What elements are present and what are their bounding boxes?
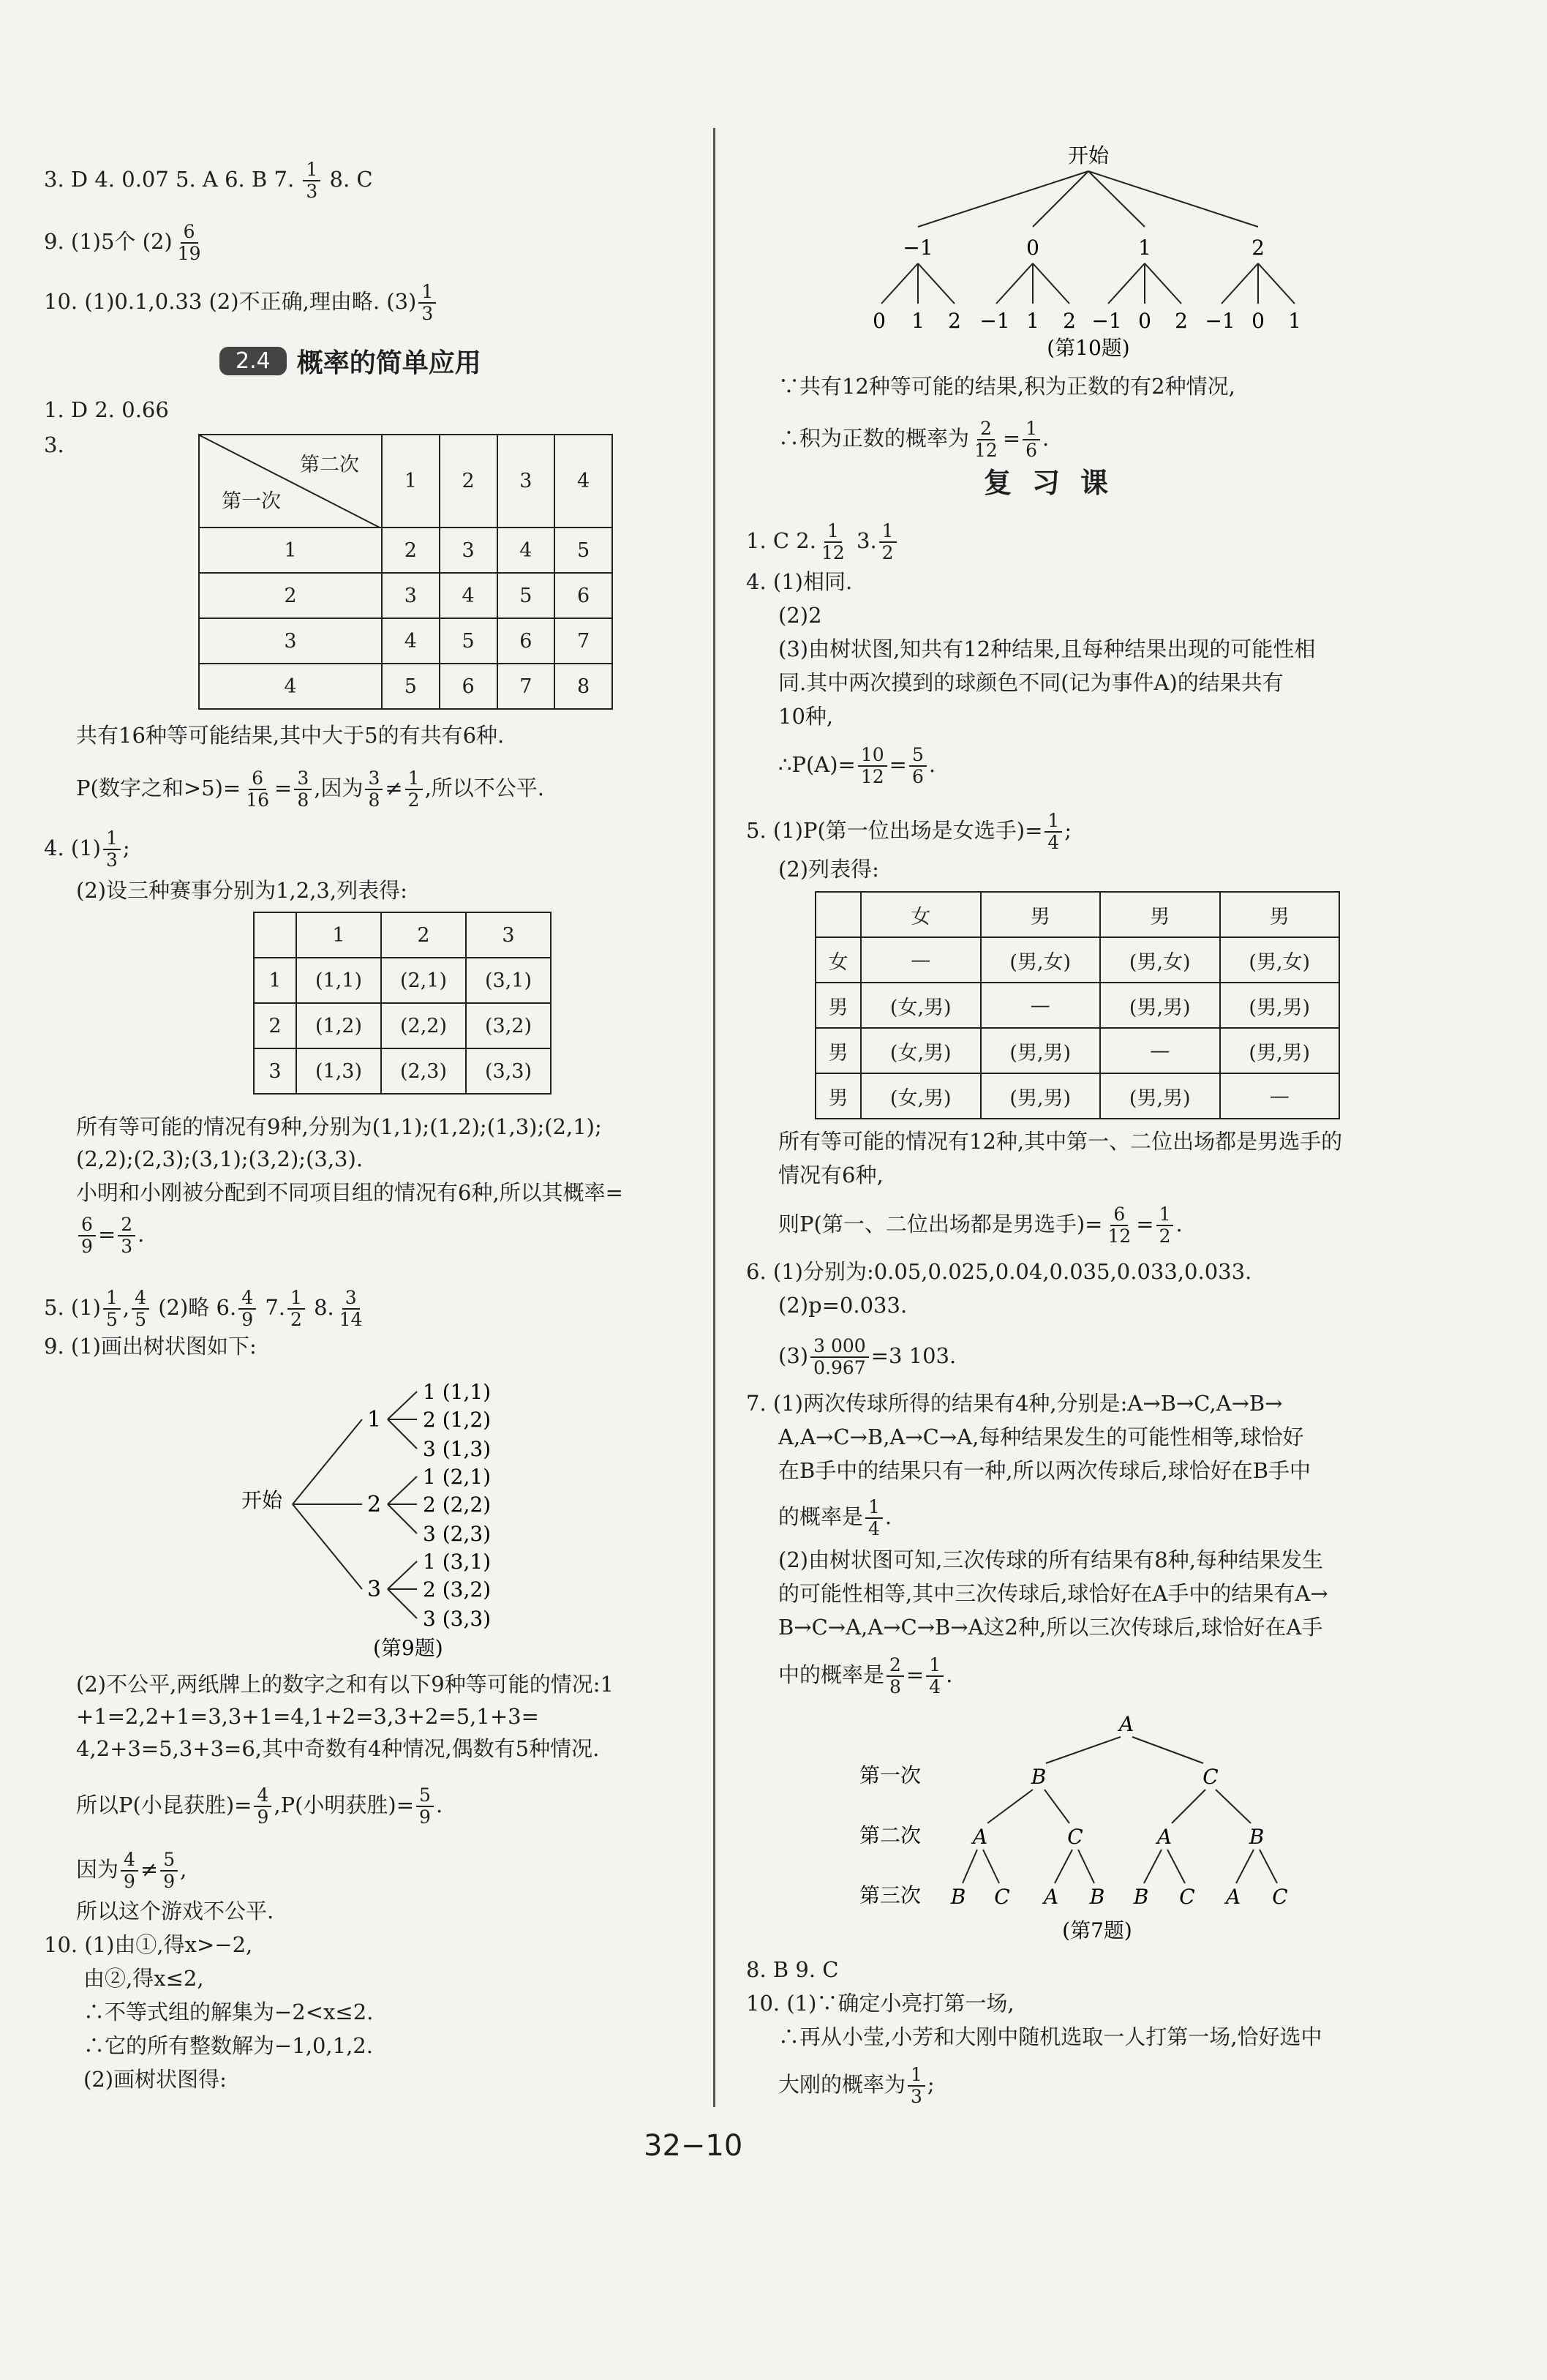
svg-text:B: B bbox=[1031, 1765, 1047, 1789]
answer-line: ∴P(A)= $\frac{10}{12}$ = $\frac{5}{6}$ . bbox=[778, 744, 936, 787]
answer-line: $\frac{6}{9}$ = $\frac{2}{3}$ . bbox=[76, 1215, 144, 1257]
answer-line: (2)2 bbox=[778, 603, 822, 628]
svg-text:2: 2 bbox=[1063, 309, 1076, 333]
svg-text:3 (3,3): 3 (3,3) bbox=[423, 1607, 492, 1631]
answer-line: ∵共有12种等可能的结果,积为正数的有2种情况, bbox=[778, 374, 1235, 399]
page-number: 32−10 bbox=[644, 2129, 743, 2163]
svg-text:2 (1,2): 2 (1,2) bbox=[423, 1408, 492, 1432]
svg-text:B: B bbox=[1089, 1885, 1105, 1909]
answer-line: ∴不等式组的解集为−2<x≤2. bbox=[83, 2000, 374, 2024]
answer-line: B→C→A,A→C→B→A这2种,所以三次传球后,球恰好在A手 bbox=[778, 1615, 1323, 1640]
answer-line: 的可能性相等,其中三次传球后,球恰好在A手中的结果有A→ bbox=[778, 1581, 1328, 1606]
answer-line: 的概率是 $\frac{1}{4}$ . bbox=[778, 1496, 892, 1539]
answer-line: 10. (1)由①,得x>−2, bbox=[44, 1932, 253, 1957]
section-heading bbox=[219, 342, 481, 380]
svg-text:1: 1 bbox=[1026, 309, 1039, 333]
answer-line: 所以这个游戏不公平. bbox=[76, 1899, 274, 1923]
svg-text:第二次: 第二次 bbox=[859, 1823, 922, 1847]
svg-text:1: 1 bbox=[911, 309, 925, 333]
svg-text:第三次: 第三次 bbox=[859, 1883, 922, 1907]
answer-line: (2)画树状图得: bbox=[83, 2067, 227, 2092]
svg-text:2: 2 bbox=[1251, 236, 1265, 260]
svg-text:C: C bbox=[1067, 1825, 1083, 1849]
contestant-table: 女 男 男 男 女 — (男,女) (男,女) (男,女) 男 (女,男) — (男,男) (男,男) 男 (女,男) (男,男) — (男,男) 男 (女,男) (男,男) (男,男) — bbox=[815, 891, 1340, 1119]
svg-text:0: 0 bbox=[1251, 309, 1265, 333]
tree-diagram-10 bbox=[863, 139, 1317, 366]
section-title: 复习课 bbox=[984, 467, 1129, 499]
answer-line: 1. D 2. 0.66 bbox=[44, 397, 169, 422]
svg-text:B: B bbox=[1133, 1885, 1149, 1909]
answer-line: 4. (1) $\frac{1}{3}$ ; bbox=[44, 827, 130, 871]
answer-line: 9. (1)画出树状图如下: bbox=[44, 1334, 257, 1359]
svg-text:A: A bbox=[1043, 1885, 1059, 1909]
answer-line: 5. (1) $\frac{1}{5}$ , $\frac{4}{5}$ (2)略 6. $\frac{4}{9}$ 7. $\frac{1}{2}$ 8. $\frac{3}{14}$ bbox=[44, 1287, 363, 1330]
svg-text:第一次: 第一次 bbox=[859, 1763, 922, 1787]
answer-line: A,A→C→B,A→C→A,每种结果发生的可能性相等,球恰好 bbox=[778, 1424, 1304, 1449]
answer-line: 3. bbox=[44, 432, 64, 457]
answer-line: 在B手中的结果只有一种,所以两次传球后,球恰好在B手中 bbox=[778, 1458, 1311, 1483]
answer-line: 小明和小刚被分配到不同项目组的情况有6种,所以其概率= bbox=[76, 1180, 623, 1205]
answer-line: 1. C 2. $\frac{1}{12}$ 3. $\frac{1}{2}$ bbox=[746, 521, 899, 563]
answer-line: 4. (1)相同. bbox=[746, 569, 853, 594]
svg-text:−1: −1 bbox=[1205, 309, 1235, 333]
svg-text:2: 2 bbox=[1175, 309, 1188, 333]
tree-diagram-7 bbox=[834, 1705, 1331, 1946]
sum-table: 第二次 第一次 1 2 3 4 1 2 3 4 5 2 3 4 5 6 3 4 5 6 7 4 5 6 7 8 bbox=[198, 434, 613, 710]
tree-start: 开始 bbox=[241, 1488, 283, 1512]
answer-line: 所以P(小昆获胜)= $\frac{4}{9}$ ,P(小明获胜)= $\frac{5}{9}$ . bbox=[76, 1784, 443, 1828]
tree-diagram-9 bbox=[241, 1361, 592, 1661]
answer-line: 5. (1)P(第一位出场是女选手)= $\frac{1}{4}$ ; bbox=[746, 810, 1072, 853]
answer-line: 同.其中两次摸到的球颜色不同(记为事件A)的结果共有 bbox=[778, 670, 1284, 695]
svg-text:A: A bbox=[1156, 1825, 1173, 1849]
answer-line: (2)设三种赛事分别为1,2,3,列表得: bbox=[76, 878, 407, 903]
event-table: 1 2 3 1 (1,1) (2,1) (3,1) 2 (1,2) (2,2) (3,2) 3 (1,3) (2,3) (3,3) bbox=[253, 912, 552, 1095]
fraction: $\frac{1}{3}$ bbox=[303, 159, 320, 202]
answer-line: (3) $\frac{3 000}{0.967}$ =3 103. bbox=[778, 1335, 957, 1378]
svg-text:A: A bbox=[1118, 1712, 1134, 1736]
answer-line: 10种, bbox=[778, 704, 834, 729]
svg-text:C: C bbox=[1202, 1765, 1219, 1789]
answer-line: ∴再从小莹,小芳和大刚中随机选取一人打第一场,恰好选中 bbox=[778, 2024, 1322, 2049]
svg-text:2 (3,2): 2 (3,2) bbox=[423, 1577, 492, 1602]
svg-text:3 (2,3): 3 (2,3) bbox=[423, 1522, 492, 1546]
svg-text:(第9题): (第9题) bbox=[373, 1636, 443, 1660]
svg-text:1: 1 bbox=[1138, 236, 1151, 260]
svg-text:3: 3 bbox=[367, 1577, 382, 1602]
section-title: 概率的简单应用 bbox=[296, 348, 481, 378]
svg-text:(第10题): (第10题) bbox=[1047, 336, 1130, 360]
svg-text:(第7题): (第7题) bbox=[1062, 1918, 1132, 1942]
svg-text:1 (2,1): 1 (2,1) bbox=[423, 1465, 492, 1489]
column-divider bbox=[713, 128, 715, 2107]
svg-text:C: C bbox=[994, 1885, 1010, 1909]
svg-text:−1: −1 bbox=[1091, 309, 1122, 333]
svg-text:B: B bbox=[950, 1885, 966, 1909]
svg-text:0: 0 bbox=[873, 309, 886, 333]
answer-line: 10. (1)0.1,0.33 (2)不正确,理由略. (3) $\frac{1}{3}$ bbox=[44, 282, 438, 324]
answer-line: 则P(第一、二位出场都是男选手)= $\frac{6}{12}$ = $\frac{1}{2}$ . bbox=[778, 1204, 1183, 1247]
answer-line: 4,2+3=5,3+3=6,其中奇数有4种情况,偶数有5种情况. bbox=[76, 1736, 600, 1761]
answer-line: ∴积为正数的概率为 $\frac{2}{12}$ = $\frac{1}{6}$ . bbox=[778, 418, 1050, 461]
answer-line: (3)由树状图,知共有12种结果,且每种结果出现的可能性相 bbox=[778, 637, 1316, 661]
svg-text:1: 1 bbox=[1288, 309, 1301, 333]
svg-text:2 (2,2): 2 (2,2) bbox=[423, 1493, 492, 1517]
section-number: 2.4 bbox=[219, 347, 287, 375]
answer-line: 3. D 4. 0.07 5. A 6. B 7. $\frac{1}{3}$ 8. C bbox=[44, 159, 373, 202]
svg-text:B: B bbox=[1249, 1825, 1265, 1849]
answer-line: 7. (1)两次传球所得的结果有4种,分别是:A→B→C,A→B→ bbox=[746, 1391, 1283, 1416]
svg-text:C: C bbox=[1179, 1885, 1195, 1909]
svg-text:1: 1 bbox=[367, 1407, 382, 1433]
answer-line: 因为 $\frac{4}{9}$ ≠ $\frac{5}{9}$ , bbox=[76, 1849, 187, 1892]
svg-text:A: A bbox=[972, 1825, 988, 1849]
answer-line: 共有16种等可能结果,其中大于5的有共有6种. bbox=[76, 723, 505, 748]
answer-line: 中的概率是 $\frac{2}{8}$ = $\frac{1}{4}$ . bbox=[778, 1654, 953, 1697]
svg-text:2: 2 bbox=[948, 309, 961, 333]
svg-text:0: 0 bbox=[1138, 309, 1151, 333]
answer-line: 所有等可能的情况有9种,分别为(1,1);(1,2);(1,3);(2,1); bbox=[76, 1114, 602, 1139]
svg-text:1 (3,1): 1 (3,1) bbox=[423, 1550, 492, 1574]
answer-line: (2)p=0.033. bbox=[778, 1293, 908, 1318]
answer-line: ∴它的所有整数解为−1,0,1,2. bbox=[83, 2033, 373, 2058]
svg-text:−1: −1 bbox=[979, 309, 1010, 333]
answer-line: 情况有6种, bbox=[778, 1163, 884, 1187]
answer-line: (2,2);(2,3);(3,1);(3,2);(3,3). bbox=[76, 1146, 364, 1171]
answer-line: +1=2,2+1=3,3+1=4,1+2=3,3+2=5,1+3= bbox=[76, 1704, 539, 1729]
answer-line: (2)由树状图可知,三次传球的所有结果有8种,每种结果发生 bbox=[778, 1547, 1323, 1572]
answer-line: 8. B 9. C bbox=[746, 1957, 839, 1982]
svg-text:0: 0 bbox=[1026, 236, 1039, 260]
svg-text:3 (1,3): 3 (1,3) bbox=[423, 1437, 492, 1461]
answer-line: 大刚的概率为 $\frac{1}{3}$ ; bbox=[778, 2064, 935, 2107]
svg-text:−1: −1 bbox=[903, 236, 933, 260]
svg-text:2: 2 bbox=[367, 1492, 382, 1517]
answer-line: 由②,得x≤2, bbox=[83, 1966, 204, 1991]
svg-text:1 (1,1): 1 (1,1) bbox=[423, 1380, 492, 1404]
answer-line: P(数字之和>5)= $\frac{6}{16}$ = $\frac{3}{8}$ ,因为 $\frac{3}{8}$ ≠ $\frac{1}{2}$ ,所以不公平. bbox=[76, 767, 545, 811]
answer-line: (2)列表得: bbox=[778, 857, 879, 882]
answer-line: 9. (1)5个 (2) $\frac{6}{19}$ bbox=[44, 221, 201, 264]
svg-text:A: A bbox=[1225, 1885, 1241, 1909]
answer-line: (2)不公平,两纸牌上的数字之和有以下9种等可能的情况:1 bbox=[76, 1672, 614, 1697]
corner-cell: 第二次 第一次 bbox=[199, 435, 382, 528]
answer-line: 10. (1)∵确定小亮打第一场, bbox=[746, 1991, 1015, 2016]
svg-text:C: C bbox=[1272, 1885, 1288, 1909]
answer-line: 6. (1)分别为:0.05,0.025,0.04,0.035,0.033,0.033. bbox=[746, 1259, 1252, 1284]
answer-line: 所有等可能的情况有12种,其中第一、二位出场都是男选手的 bbox=[778, 1129, 1343, 1154]
tree-start: 开始 bbox=[1068, 143, 1110, 168]
